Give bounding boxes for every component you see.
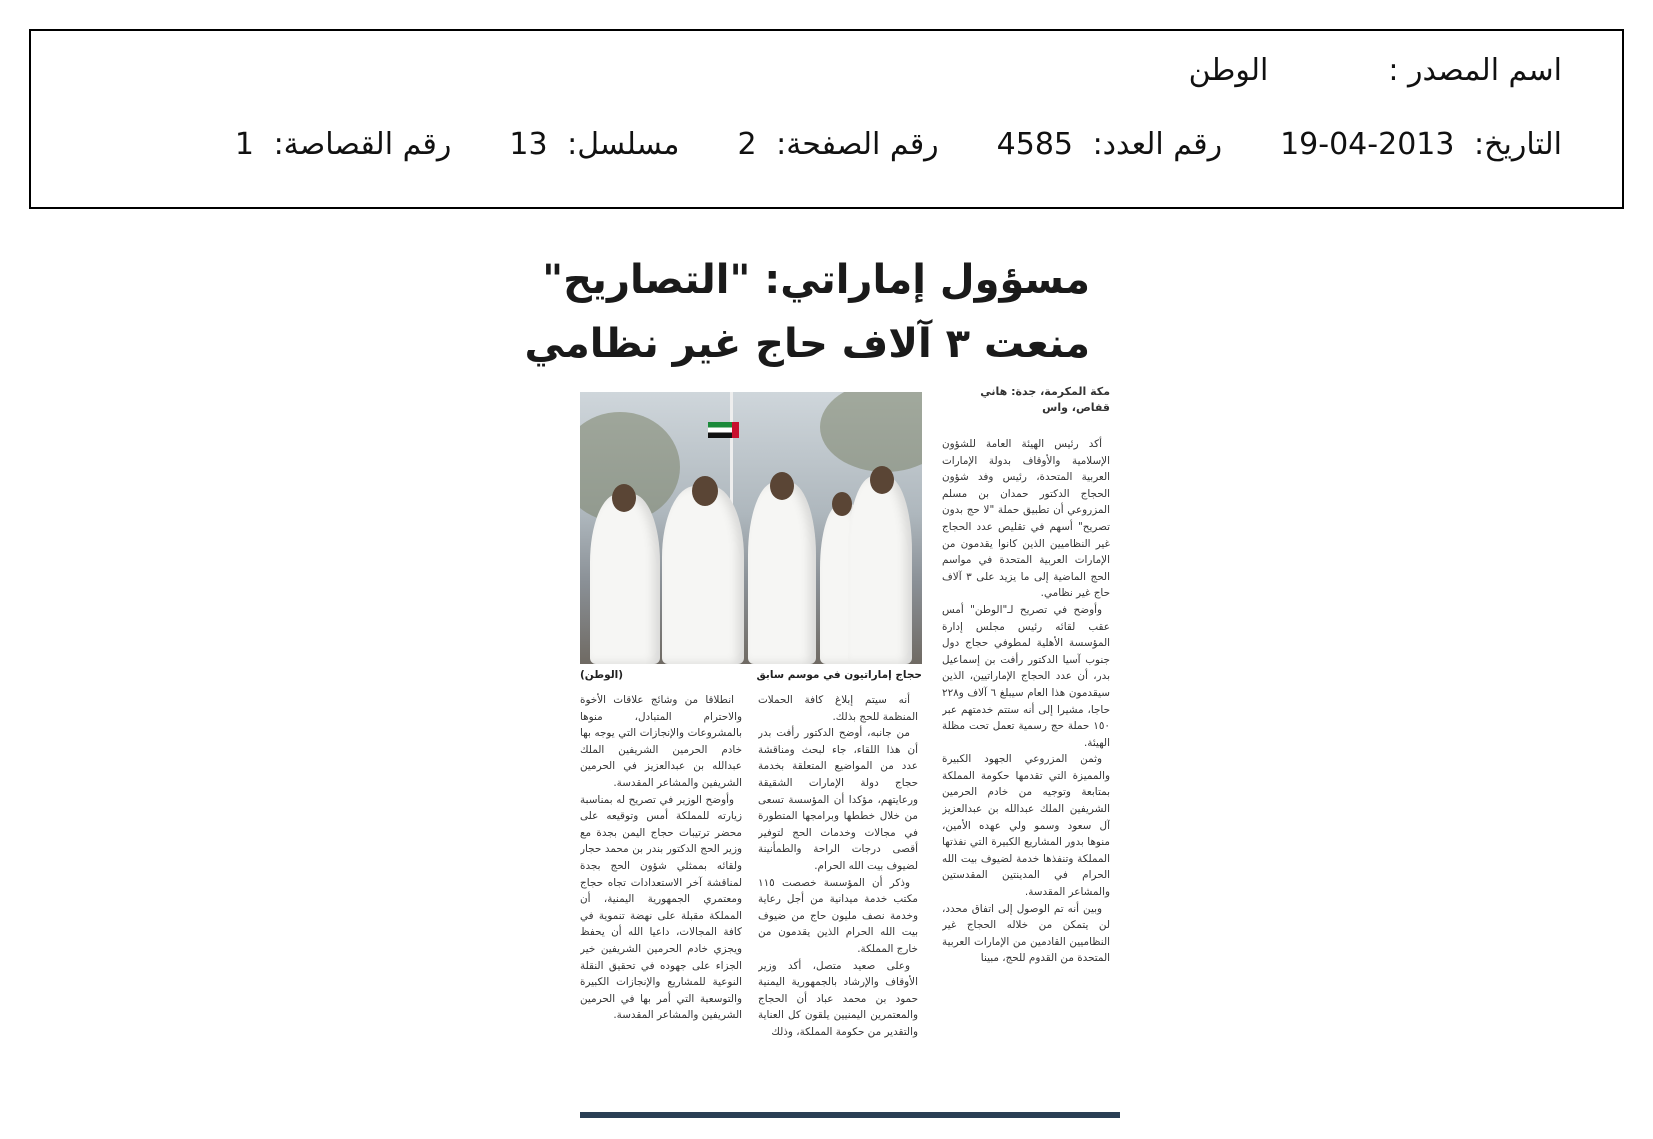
issue-label: رقم العدد: [1092,127,1223,162]
paragraph: وبين أنه تم الوصول إلى اتفاق محدد، لن يتمكن من خلاله الحجاج غير النظاميين القادمين من الإمارات العربية المتحدة من القدوم للحج، مبينا [942,902,1110,965]
issue-field [997,127,1222,162]
page-value: 2 [737,127,757,162]
source-label: اسم المصدر : [1388,53,1562,88]
uae-flag-icon [708,422,739,438]
clip-number-label: رقم القصاصة: [273,127,452,162]
paragraph: وثمن المزروعي الجهود الكبيرة والمميزة التي تقدمها حكومة المملكة بمتابعة وتوجيه من خادم الحرمين الشريفين الملك عبدالله بن عبدالعزيز آل سعود وسمو ولي عهده الأمين، منوها بدور المشاريع الكبيرة التي نفذتها المملكة وتنفذها خدمة لضيوف بيت الله الحرام في المدينتين المقدستين والمشاعر المقدسة. [942,753,1110,899]
headline-line-2: منعت ٣ آلاف حاج غير نظامي [524,321,1090,367]
date-label: التاريخ: [1474,127,1562,162]
paragraph: وعلى صعيد متصل، أكد وزير الأوقاف والإرشاد بالجمهورية اليمنية حمود بن محمد عباد أن الحجاج والمعتمرين اليمنيين يلقون كل العناية والتقدير من حكومة المملكة، وذلك [758,959,918,1038]
serial-value: 13 [509,127,548,162]
clip-number-value: 1 [234,127,255,162]
headline-line-1: مسؤول إماراتي: "التصاريح" [542,257,1090,303]
article-byline: مكة المكرمة، جدة: هاني قفاص، واس [980,385,1110,414]
photo-credit: (الوطن) [580,669,624,681]
paragraph: وأوضح الوزير في تصريح له بمناسبة زيارته للمملكة أمس وتوقيعه على محضر ترتيبات حجاج اليمن بجدة مع وزير الحج الدكتور بندر بن محمد حجار ولقائه بممثلي شؤون الحج بجدة لمناقشة آخر الاستعدادات تجاه حجاج ومعتمري الجمهورية اليمنية، أن المملكة مقبلة على نهضة تنموية في كافة المجالات، داعيا الله أن يحفظ ويجزي خادم الحرمين الشريفين خير الجزاء على جهوده في تحقيق النقلة النوعية للمشاريع والإنجازات الكبيرة والتوسعية التي أمر بها في الحرمين الشريفين والمشاعر المقدسة. [580,793,742,1022]
date-field [1280,127,1562,162]
paragraph: انطلاقا من وشائج علاقات الأخوة والاحترام المتبادل، منوها بالمشروعات والإنجازات التي يوجه بها خادم الحرمين الشريفين الملك عبدالله بن عبدالعزيز في الحرمين الشريفين والمشاعر المقدسة. [580,694,742,789]
newspaper-clipping [524,240,1110,1124]
paragraph: أنه سيتم إبلاغ كافة الحملات المنظمة للحج بذلك. [758,694,918,723]
article-column-left [580,692,742,1087]
bottom-rule [580,1112,1120,1118]
clip-number-field [235,127,451,162]
date-value: 2013-04-19 [1280,127,1455,162]
article-photo [580,392,922,664]
serial-field [509,127,679,162]
details-row [235,127,1562,162]
paragraph: وذكر أن المؤسسة خصصت ١١٥ مكتب خدمة ميدانية من أجل رعاية وخدمة نصف مليون حاج من ضيوف بيت الله الحرام الذين يقدمون من خارج المملكة. [758,876,918,955]
photo-caption: حجاج إماراتيون في موسم سابق [756,669,922,681]
page-field [737,127,938,162]
source-row [1189,53,1562,88]
page-label: رقم الصفحة: [776,127,939,162]
paragraph: أكد رئيس الهيئة العامة للشؤون الإسلامية والأوقاف بدولة الإمارات العربية المتحدة، رئيس وفد شؤون الحجاج الدكتور حمدان بن مسلم المزروعي أن تطبيق حملة "لا حج بدون تصريح" أسهم في تقليص عدد الحجاج غير النظاميين الذين كانوا يقدمون من الإمارات العربية المتحدة في مواسم الحج الماضية إلى ما يزيد على ٣ آلاف حاج غير نظامي. [942,438,1110,600]
paragraph: من جانبه، أوضح الدكتور رأفت بدر أن هذا اللقاء، جاء لبحث ومناقشة عدد من المواضيع المتعلقة بخدمة حجاج دولة الإمارات الشقيقة ورعايتهم، مؤكدا أن المؤسسة تسعى من خلال خططها وبرامجها المتطورة في مجالات وخدمات الحج لتوفير أقصى درجات الراحة والطمأنينة لضيوف بيت الله الحرام. [758,727,918,872]
issue-value: 4585 [996,127,1074,162]
article-headline [525,248,1091,376]
article-column-middle [758,692,918,1087]
photo-caption-row [580,669,922,681]
source-value: الوطن [1188,53,1269,88]
paragraph: وأوضح في تصريح لـ"الوطن" أمس عقب لقائه رئيس مجلس إدارة المؤسسة الأهلية لمطوفي حجاج دول جنوب آسيا الدكتور رأفت بن إسماعيل بدر، أن عدد الحجاج الإماراتيين، الذين سيقدمون هذا العام سيبلغ ٦ آلاف و٢٢٨ حاجا، مشيرا إلى أنه ستتم خدمتهم عبر ١٥٠ حملة حج رسمية تعمل تحت مظلة الهيئة. [942,603,1110,749]
serial-label: مسلسل: [567,127,680,162]
clipping-metadata-box [29,29,1624,209]
article-column-right [942,436,1110,1086]
